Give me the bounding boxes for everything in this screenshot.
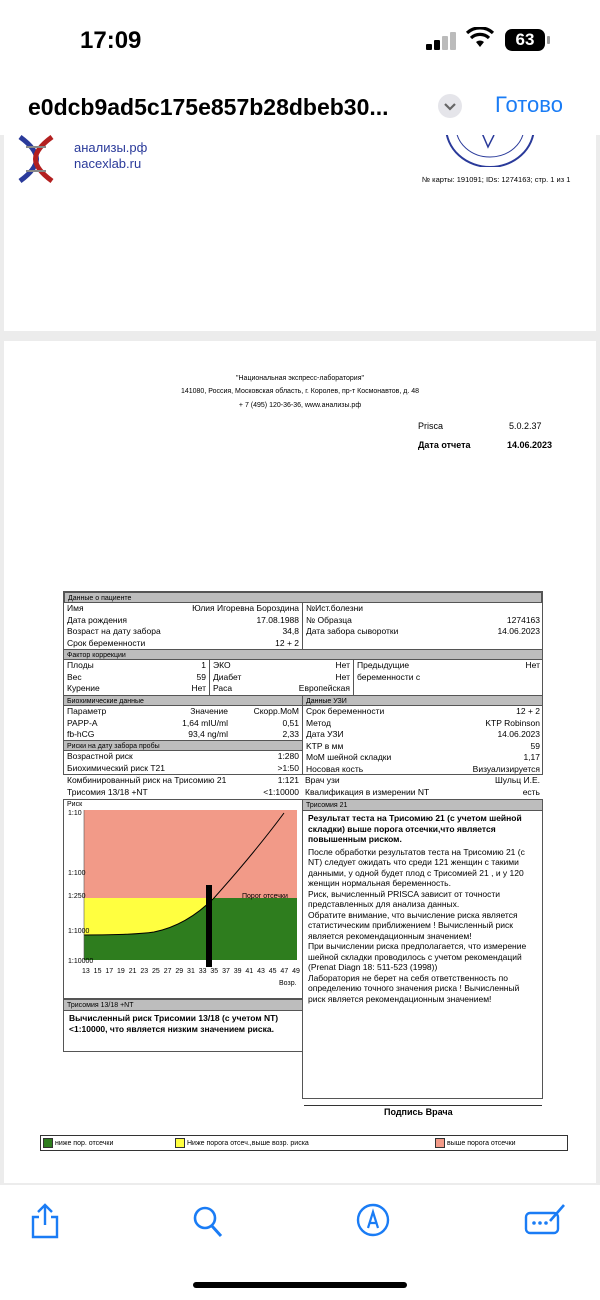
patient-row: Возраст на дату забора 34,8 <box>67 626 299 636</box>
patient-section-header: Данные о пациенте <box>64 592 542 603</box>
bottom-toolbar <box>0 1185 600 1300</box>
t1318-box <box>63 999 303 1052</box>
dna-logo-icon <box>12 135 64 197</box>
usi-row: Квалификация в измерении NT есть <box>305 786 540 797</box>
chevron-down-icon[interactable] <box>438 94 462 118</box>
x-tick: 21 <box>128 968 137 975</box>
status-bar <box>0 0 600 80</box>
bio-section-header: Биохимические данные <box>63 695 303 706</box>
x-tick: 27 <box>163 968 172 975</box>
risk-chart-box <box>63 799 303 999</box>
correction-section-header: Фактор коррекции <box>63 649 543 660</box>
x-tick: 37 <box>222 968 230 975</box>
signature-line <box>304 1105 542 1106</box>
y-tick: 1:10000 <box>68 958 94 965</box>
usi-row: Дата УЗИ 14.06.2023 <box>306 729 540 739</box>
stamp-icon <box>442 135 538 167</box>
markup-icon[interactable] <box>356 1203 390 1237</box>
usi-section-header: Данные УЗИ <box>302 695 543 706</box>
x-axis-ticks <box>82 968 300 975</box>
patient-row: № Образца 1274163 <box>306 614 540 625</box>
lab-phone: + 7 (495) 120-36-36, www.анализы.рф <box>238 402 362 409</box>
t1318-text: Вычисленный риск Трисомии 13/18 (с учетом NT) <1:10000, что является низким значением риска. <box>69 1013 279 1034</box>
correction-col-2: ЭКО Нет Диабет Нет Раса Европейская <box>209 660 353 695</box>
x-tick: 31 <box>187 968 195 975</box>
risks-table-cont <box>64 775 302 798</box>
lab-address: 141080, Россия, Московская область, г. Королев, пр-т Космонавтов, д. 48 <box>180 388 420 395</box>
t21-body: После обработки результатов теста на Трисомию 21 (с NT) следует ожидать что среди 121 женщин с такими данными, у одной будет плод с Трисомией 21 , и у 120 женщин нормальная беременность. Риск, вычисленный PRISCA зависит от точности представленных для анализа данных. Обратите внимание, что вычисление риска является статистическим приближением ! Вычисленный риск является рекомендационным значением! При вычислении риска предполагается, что измерение шейной складки проводилось с учетом рекомендаций (Prenat Diagn 18: 511-523 (1998)) Лаборатория не берет на себя ответственность по определению точного значения риска ! Вычисленный риск является рекомендационным значением! <box>308 846 527 1004</box>
t21-headline: Результат теста на Трисомию 21 (с учетом шейной складки) выше порога отсечки,что является повышенным риском. <box>308 813 522 844</box>
patient-left <box>64 603 302 649</box>
y-tick: 1:1000 <box>68 928 90 935</box>
chart-legend <box>40 1135 568 1151</box>
wifi-icon <box>466 27 494 49</box>
battery-icon: 63 <box>505 29 545 51</box>
card-info: № карты: 191091; IDs: 1274163; стр. 1 из 1 <box>422 175 571 184</box>
x-tick: 49 <box>292 968 300 975</box>
done-button[interactable]: Готово <box>495 92 563 117</box>
usi-row: Носовая кость Визуализируется <box>306 763 540 774</box>
legend-low: ниже пор. отсечки <box>43 1138 113 1148</box>
share-icon[interactable] <box>30 1203 60 1239</box>
chart-risk-label: Риск <box>67 801 83 808</box>
x-axis-label: Возр. <box>279 980 297 987</box>
status-time: 17:09 <box>80 27 142 54</box>
document-nav-bar <box>0 80 600 135</box>
risk-row: Биохимический риск T21 >1:50 <box>67 762 299 773</box>
page-2 <box>4 341 596 1183</box>
lab-name: "Национальная экспресс-лаборатория" <box>236 375 364 382</box>
report-date-label: Дата отчета <box>418 440 471 450</box>
legend-mid: Ниже порога отсеч.,выше возр. риска <box>175 1138 309 1148</box>
bio-row: fb-hCG 93,4 ng/ml 2,33 <box>67 729 299 739</box>
high-risk-zone <box>84 810 297 898</box>
x-tick: 41 <box>245 968 254 975</box>
prisca-version: 5.0.2.37 <box>509 421 542 431</box>
patient-row: Дата рождения 17.08.1988 <box>67 614 299 625</box>
y-tick: 1:250 <box>68 893 86 900</box>
t21-box <box>302 799 543 1099</box>
document-viewer[interactable] <box>0 135 600 1185</box>
x-tick: 13 <box>82 968 90 975</box>
cell-signal-icon <box>426 30 458 50</box>
bio-table: Параметр Значение Скорр.MoM PAPP-A 1,64 mIU/ml 0,51 fb-hCG 93,4 ng/ml 2,33 <box>64 706 302 741</box>
x-tick: 33 <box>198 968 207 975</box>
x-tick: 43 <box>257 968 265 975</box>
bio-row: PAPP-A 1,64 mIU/ml 0,51 <box>67 717 299 728</box>
x-tick: 47 <box>280 968 289 975</box>
risks-table <box>64 751 302 774</box>
site-link-2[interactable]: nacexlab.ru <box>74 156 142 171</box>
usi-row: KTP в мм 59 <box>306 740 540 751</box>
site-link-1[interactable]: анализы.рф <box>74 140 148 155</box>
t1318-section-header: Трисомия 13/18 +NT <box>64 1000 302 1011</box>
x-tick: 23 <box>140 968 149 975</box>
document-title: e0dcb9ad5c175e857b28dbeb30... <box>28 94 389 120</box>
t21-section-header: Трисомия 21 <box>303 800 542 811</box>
risk-row: Комбинированный риск на Трисомию 21 1:121 <box>67 775 299 785</box>
risks-section-header: Риски на дату забора пробы <box>63 740 303 751</box>
y-tick: 1:100 <box>68 870 86 877</box>
risk-row: Трисомия 13/18 +NT <1:10000 <box>67 786 299 797</box>
cutoff-label: Порог отсечки <box>242 893 288 900</box>
report-date: 14.06.2023 <box>507 440 553 450</box>
patient-row: Дата забора сыворотки 14.06.2023 <box>306 626 540 636</box>
patient-row: Имя Юлия Игоревна Бороздина <box>67 603 299 613</box>
patient-right <box>302 603 543 649</box>
correction-col-3: Предыдущие беременности с Нет <box>353 660 543 695</box>
usi-table-cont <box>302 775 543 798</box>
x-tick: 25 <box>152 968 160 975</box>
page-1 <box>4 135 596 331</box>
usi-row: MoM шейной складки 1,17 <box>306 752 540 762</box>
patient-risk-marker <box>206 885 212 967</box>
report-table <box>63 591 543 775</box>
y-tick: 1:10 <box>68 810 82 817</box>
x-tick: 29 <box>175 968 184 975</box>
home-indicator <box>193 1282 407 1288</box>
x-tick: 35 <box>210 968 219 975</box>
x-tick: 15 <box>93 968 102 975</box>
battery-tip <box>547 36 550 44</box>
x-tick: 45 <box>268 968 277 975</box>
usi-row: Врач узи Шульц И.Е. <box>305 775 540 785</box>
edit-text-icon[interactable] <box>524 1203 566 1237</box>
correction-col-1: Плоды 1 Вес 59 Курение Нет <box>67 660 206 693</box>
signature-label: Подпись Врача <box>384 1107 453 1117</box>
patient-row: Срок беременности 12 + 2 <box>67 637 299 648</box>
usi-row: Метод KTP Robinson <box>306 717 540 728</box>
usi-row: Срок беременности 12 + 2 <box>306 706 540 716</box>
prisca-label: Prisca <box>418 421 444 431</box>
search-icon[interactable] <box>192 1205 224 1239</box>
x-tick: 19 <box>117 968 125 975</box>
x-tick: 17 <box>105 968 114 975</box>
usi-table <box>302 706 543 775</box>
x-tick: 39 <box>233 968 242 975</box>
patient-row: №Ист.болезни <box>306 603 364 613</box>
risk-row: Возрастной риск 1:280 <box>67 751 299 761</box>
legend-high: выше порога отсечки <box>435 1138 516 1148</box>
